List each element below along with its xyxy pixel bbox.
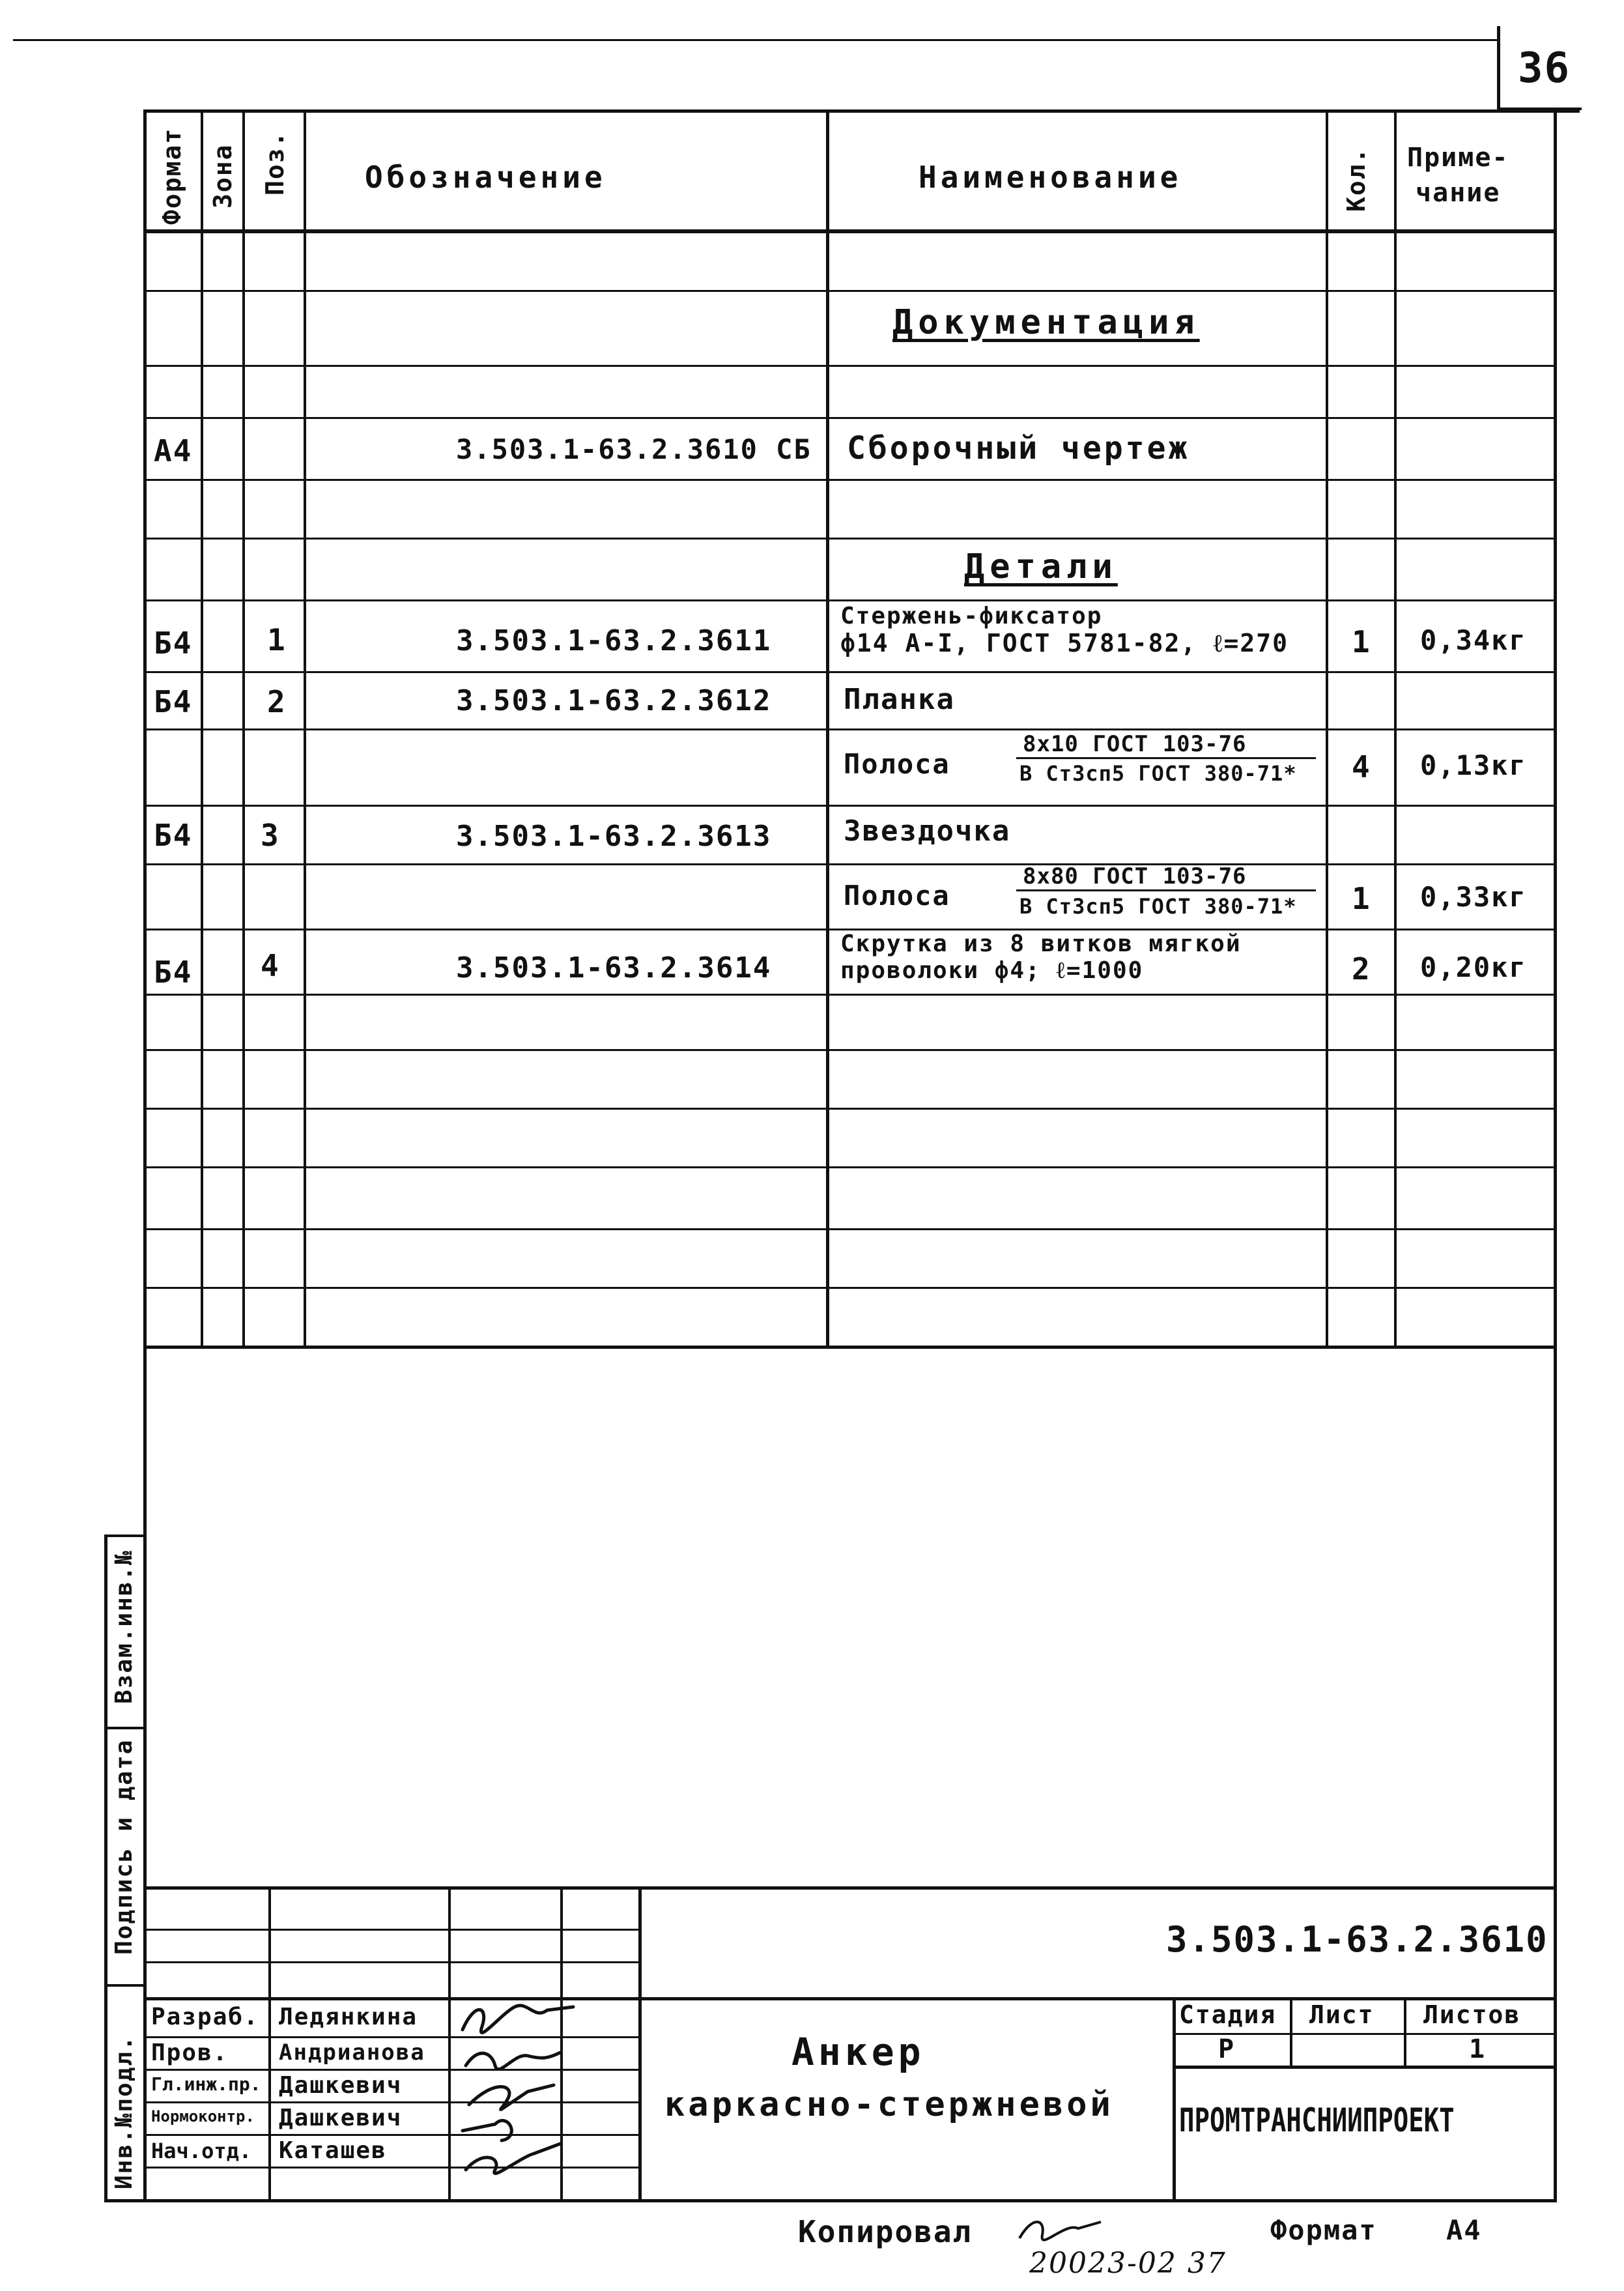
frame-bottom [104, 2199, 1557, 2202]
row-designation: 3.503.1-63.2.3614 [456, 951, 772, 985]
row-name-line1: Стержень-фиксатор [840, 603, 1103, 629]
copier-signature [1016, 2212, 1107, 2251]
section-details: Детали [964, 547, 1118, 586]
header-note: Приме- чание [1407, 143, 1509, 208]
row-name-line2: проволоки ф4; ℓ=1000 [840, 957, 1144, 984]
copied-label: Копировал [798, 2214, 973, 2249]
role: Пров. [151, 2039, 229, 2066]
row-qty: 1 [1352, 624, 1371, 659]
row-qty: 1 [1352, 881, 1371, 916]
role: Гл.инж.пр. [151, 2073, 261, 2095]
header-designation: Обозначение [365, 160, 606, 195]
document-code: 3.503.1-63.2.3610 [1166, 1919, 1548, 1960]
row-format: А4 [154, 433, 193, 468]
stage-value: Р [1218, 2034, 1236, 2064]
person-name: Дашкевич [279, 2072, 403, 2099]
row-name: Звездочка [844, 814, 1011, 848]
row-note: 0,33кг [1420, 881, 1527, 913]
fraction-bottom: В Ст3сп5 ГОСТ 380-71* [1019, 894, 1297, 919]
row-pos: 4 [261, 948, 280, 983]
header-pos: Поз. [261, 130, 289, 195]
title-line1: Анкер [791, 2030, 925, 2074]
stage-label: Стадия [1179, 2000, 1277, 2029]
row-note: 0,13кг [1420, 749, 1527, 781]
header-name: Наименование [919, 160, 1182, 195]
sheet-label: Лист [1309, 2000, 1375, 2029]
row-designation: 3.503.1-63.2.3611 [456, 624, 772, 657]
sheets-label: Листов [1423, 2000, 1521, 2029]
header-qty: Кол. [1342, 147, 1371, 212]
frame-top [143, 109, 1580, 113]
header-format: Формат [158, 127, 186, 225]
person-name: Андрианова [279, 2039, 425, 2066]
row-format: Б4 [154, 955, 193, 990]
row-format: Б4 [154, 684, 193, 719]
fraction-top: 8x80 ГОСТ 103-76 [1023, 863, 1247, 889]
stamp-inv-podl: Инв.№подл. [111, 2035, 137, 2189]
title-line2: каркасно-стержневой [664, 2085, 1114, 2124]
stamp-vzam: Взам.инв.№ [111, 1549, 137, 1704]
fraction-top: 8x10 ГОСТ 103-76 [1023, 731, 1247, 757]
organization: ПРОМТРАНСНИИПРОЕКТ [1179, 2101, 1455, 2139]
row-pos: 2 [267, 684, 287, 719]
row-name: Планка [844, 683, 955, 716]
row-designation: 3.503.1-63.2.3610 СБ [456, 433, 812, 465]
sheets-value: 1 [1469, 2034, 1487, 2064]
role: Разраб. [151, 2004, 259, 2030]
header-zone: Зона [208, 143, 237, 209]
row-format: Б4 [154, 818, 193, 853]
row-qty: 4 [1352, 749, 1371, 785]
row-name-line2: ф14 А-I, ГОСТ 5781-82, ℓ=270 [840, 629, 1289, 657]
row-qty: 2 [1352, 951, 1371, 987]
person-name: Дашкевич [279, 2105, 403, 2131]
row-name-line1: Скрутка из 8 витков мягкой [840, 930, 1242, 957]
row-name: Полоса [844, 880, 950, 912]
row-name: Сборочный чертеж [847, 430, 1190, 467]
signature [456, 1994, 586, 2189]
person-name: Ледянкина [279, 2004, 418, 2030]
role: Нормоконтр. [151, 2107, 255, 2125]
stamp-podpis: Подпись и дата [111, 1738, 137, 1955]
row-name: Полоса [844, 748, 950, 780]
sheet-number: 36 [1518, 44, 1571, 93]
row-format: Б4 [154, 626, 193, 661]
fraction-bottom: В Ст3сп5 ГОСТ 380-71* [1019, 761, 1297, 786]
row-designation: 3.503.1-63.2.3612 [456, 684, 772, 717]
row-pos: 1 [267, 622, 287, 657]
row-note: 0,20кг [1420, 951, 1527, 983]
format-label: Формат [1270, 2214, 1377, 2246]
role: Нач.отд. [151, 2139, 252, 2163]
person-name: Каташев [279, 2137, 387, 2164]
row-pos: 3 [261, 818, 280, 853]
format-value: А4 [1446, 2214, 1482, 2246]
section-documentation: Документация [892, 303, 1200, 342]
stamp-number: 20023-02 37 [1029, 2247, 1227, 2280]
row-note: 0,34кг [1420, 624, 1527, 656]
row-designation: 3.503.1-63.2.3613 [456, 820, 772, 853]
